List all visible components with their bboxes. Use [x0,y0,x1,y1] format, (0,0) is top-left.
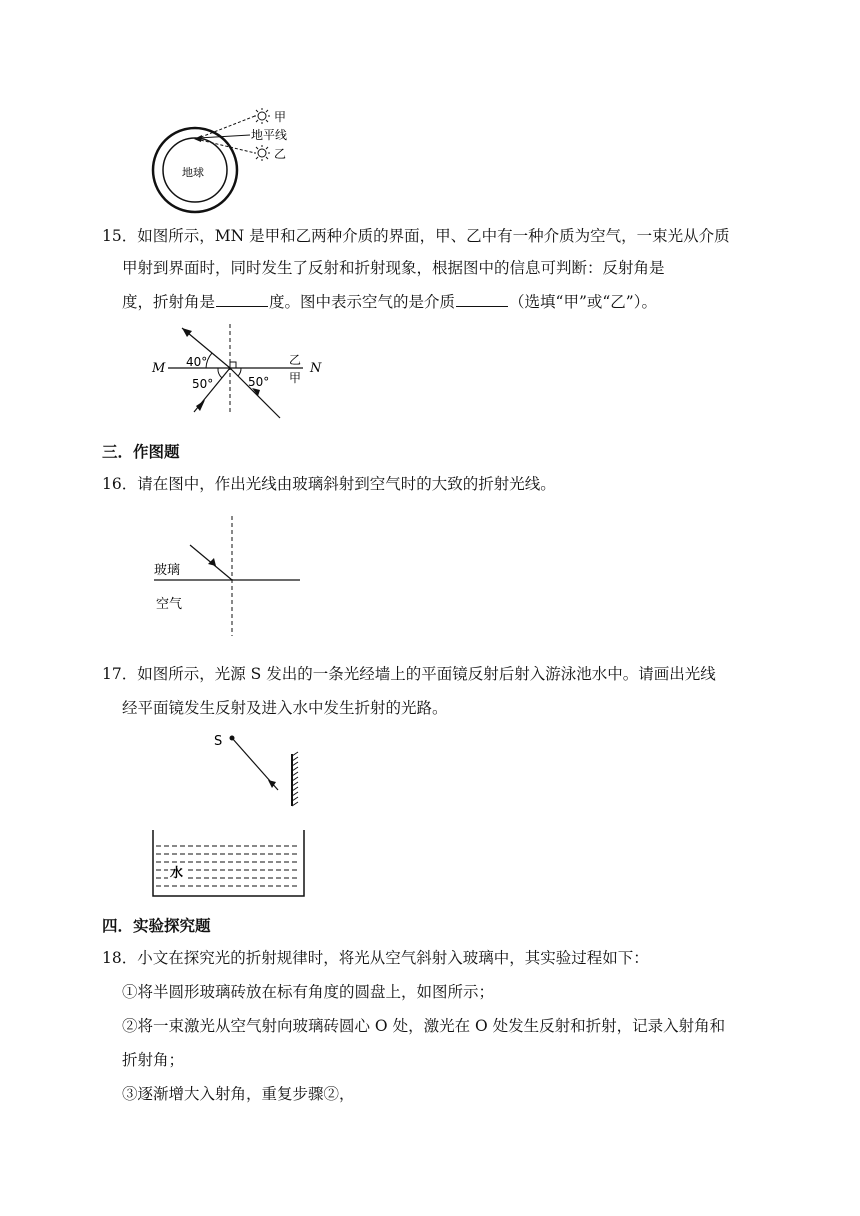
q15-blank-refraction [216,292,268,307]
pool-mirror-figure [148,726,318,902]
q15-line3-b: 度。图中表示空气的是介质 [269,293,456,311]
q15-line2: 甲射到界面时，同时发生了反射和折射现象，根据图中的信息可判断：反射角是 [122,259,665,277]
label-jia: 甲 [274,110,287,124]
q15-line3 [122,292,762,312]
glass-air-figure [150,512,310,642]
label-jia: 甲 [289,371,302,385]
q18-step2a: ②将一束激光从空气射向玻璃砖圆心 O 处，激光在 O 处发生反射和折射，记录入射角和 [122,1017,726,1035]
angle-40: 40° [186,355,208,369]
q15-line3-a: 度，折射角是 [122,293,216,311]
q18-line1: 18．小文在探究光的折射规律时，将光从空气斜射入玻璃中，其实验过程如下： [102,949,649,967]
arrow-lower-left [196,400,205,411]
interface-figure [148,320,338,420]
q15-blank-medium [456,292,508,307]
q16-text: 16．请在图中，作出光线由玻璃斜射到空气时的大致的折射光线。 [102,475,556,493]
q18-step1: ①将半圆形玻璃砖放在标有角度的圆盘上，如图所示； [122,983,495,1001]
label-water: 水 [170,866,184,881]
section-4-heading: 四．实验探究题 [102,916,211,935]
q15-line1: 15．如图所示，MN 是甲和乙两种介质的界面，甲、乙中有一种介质为空气，一束光从介质 [102,227,730,245]
section-3-heading: 三．作图题 [102,442,180,461]
q17-line2: 经平面镜发生反射及进入水中发生折射的光路。 [122,699,448,717]
q18-step2b: 折射角； [122,1051,185,1069]
q17-line1: 17．如图所示，光源 S 发出的一条光经墙上的平面镜反射后射入游泳池水中。请画出光线 [102,665,716,683]
arc-50-left [218,368,222,378]
earth-horizon-figure [150,98,310,218]
label-yi: 乙 [274,147,287,161]
angle-50-right: 50° [248,375,270,389]
q18-step3: ③逐渐增大入射角，重复步骤②， [122,1085,355,1103]
incident-arrow [208,558,216,566]
arrow-head [194,135,202,142]
label-horizon: 地平线 [251,128,288,142]
label-yi: 乙 [289,353,302,367]
q15-line3-c: （选填“甲”或“乙”）。 [509,293,657,311]
arc-50-right [238,368,241,376]
angle-50-left: 50° [192,377,214,391]
label-n: N [310,361,322,376]
sun-icon [254,108,270,124]
right-angle-mark [230,362,236,368]
sun-icon [254,145,270,161]
label-s: S [214,734,223,749]
label-m: M [152,361,166,376]
earth-label: 地球 [182,166,204,179]
label-air: 空气 [156,597,183,612]
label-glass: 玻璃 [154,563,181,578]
